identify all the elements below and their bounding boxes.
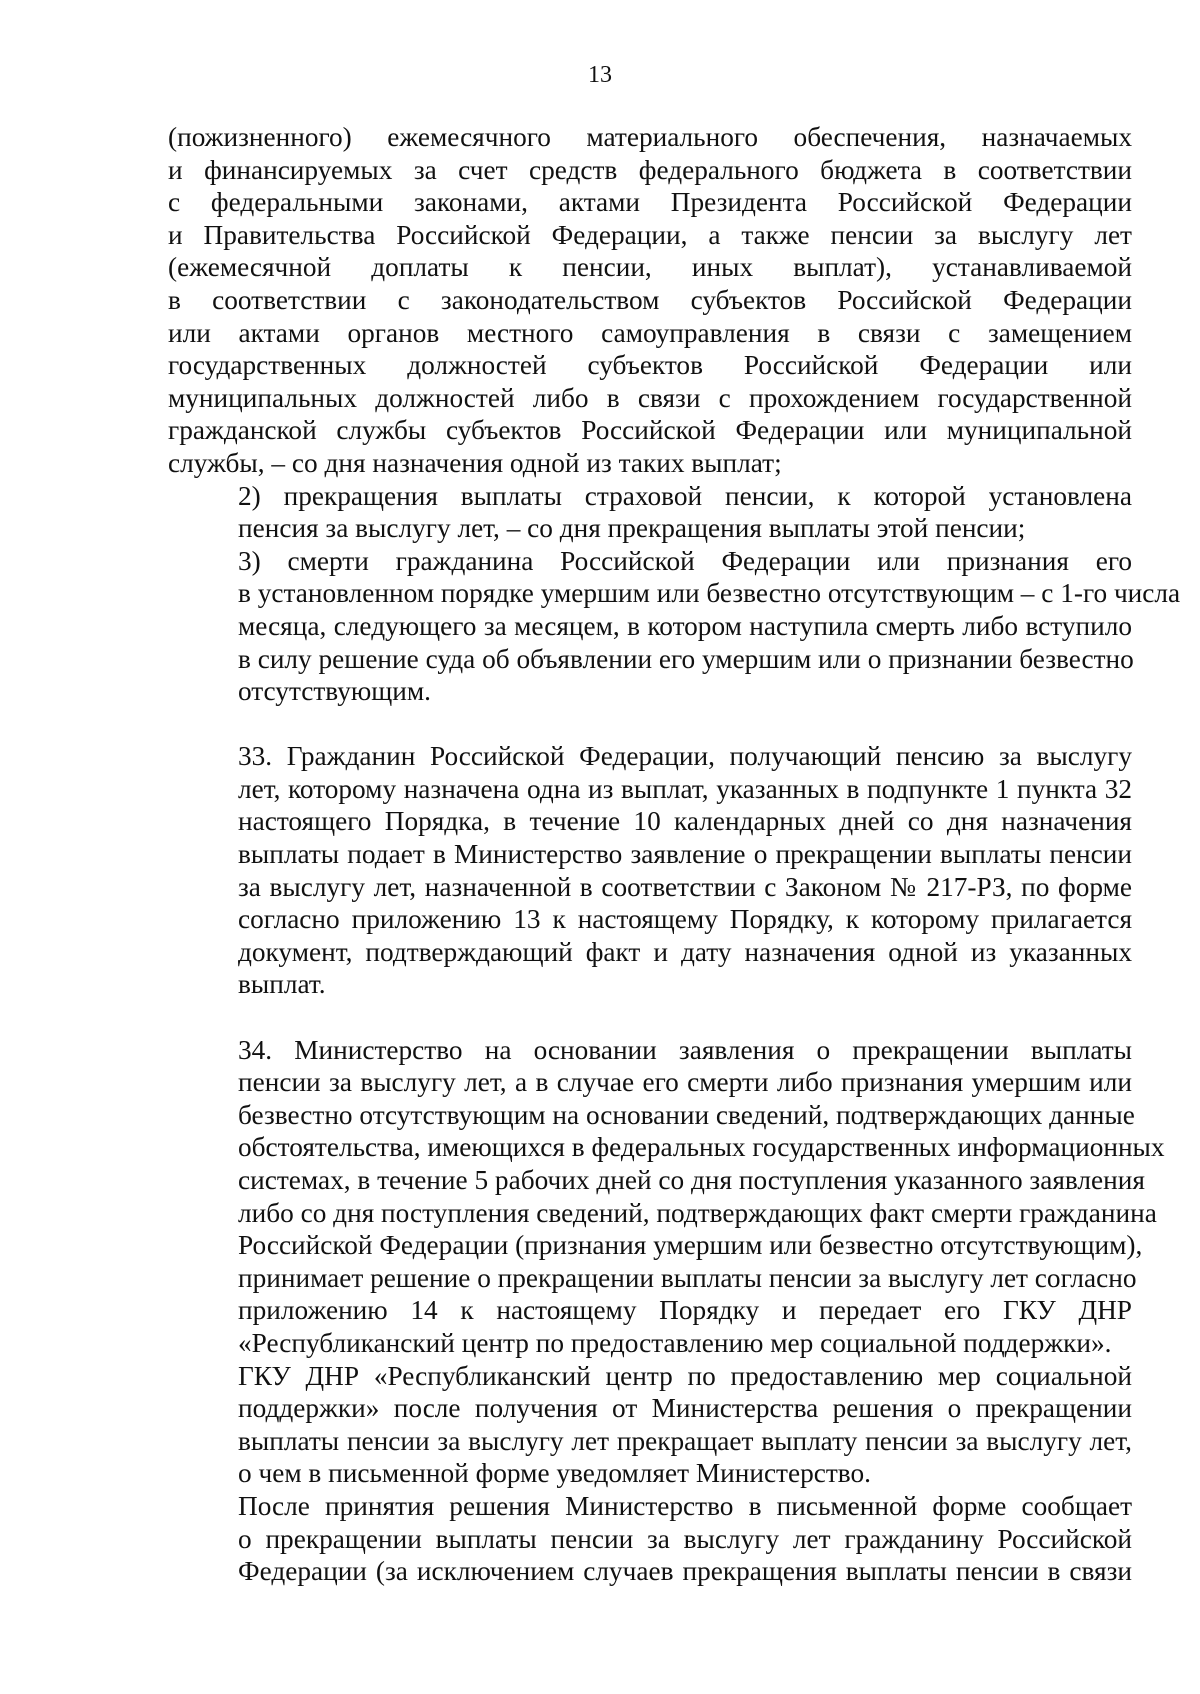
text-line: службы, – со дня назначения одной из таких выплат; <box>168 447 782 478</box>
paragraph <box>168 1360 1132 1490</box>
text-line: Федерации (за исключением случаев прекращения выплаты пенсии в связи <box>238 1556 1132 1587</box>
text-line: муниципальных должностей либо в связи с прохождением государственной <box>168 382 1132 413</box>
text-line: пенсии за выслугу лет, а в случае его смерти либо признания умершим или <box>238 1067 1132 1098</box>
text-line: обстоятельства, имеющихся в федеральных государственных информационных <box>238 1132 1165 1163</box>
text-line: о чем в письменной форме уведомляет Министерство. <box>238 1458 871 1489</box>
text-line: в соответствии с законодательством субъектов Российской Федерации <box>168 284 1132 315</box>
text-line: безвестно отсутствующим на основании сведений, подтверждающих данные <box>238 1099 1135 1130</box>
text-line: согласно приложению 13 к настоящему Порядку, к которому прилагается <box>238 904 1132 935</box>
paragraph <box>168 1490 1132 1588</box>
text-line: принимает решение о прекращении выплаты пенсии за выслугу лет согласно <box>238 1262 1137 1293</box>
text-line: документ, подтверждающий факт и дату назначения одной из указанных <box>238 936 1132 967</box>
text-line: системах, в течение 5 рабочих дней со дня поступления указанного заявления <box>238 1165 1145 1195</box>
text-line: выплат. <box>238 969 326 1000</box>
text-line: за выслугу лет, назначенной в соответствии с Законом № 217-РЗ, по форме <box>238 871 1132 902</box>
paragraph <box>168 480 1132 545</box>
text-line: государственных должностей субъектов Российской Федерации или <box>168 350 1132 381</box>
text-line: с федеральными законами, актами Президента Российской Федерации <box>168 187 1132 218</box>
text-line: Российской Федерации (признания умершим или безвестно отсутствующим), <box>238 1230 1143 1261</box>
text-line: и Правительства Российской Федерации, а также пенсии за выслугу лет <box>168 219 1132 250</box>
text-line: в силу решение суда об объявлении его умершим или о признании безвестно <box>238 643 1134 674</box>
text-line: ГКУ ДНР «Республиканский центр по предоставлению мер социальной <box>238 1360 1132 1391</box>
text-line: приложению 14 к настоящему Порядку и передает его ГКУ ДНР <box>238 1295 1132 1326</box>
paragraph <box>168 1034 1165 1360</box>
text-line: выплаты подает в Министерство заявление о прекращении выплаты пенсии <box>238 839 1132 870</box>
paragraph <box>168 121 1132 480</box>
document-body <box>168 121 1181 1588</box>
text-line: настоящего Порядка, в течение 10 календарных дней со дня назначения <box>238 806 1132 837</box>
text-line: выплаты пенсии за выслугу лет прекращает выплату пенсии за выслугу лет, <box>238 1425 1132 1456</box>
text-line: лет, которому назначена одна из выплат, указанных в подпункте 1 пункта 32 <box>238 773 1132 804</box>
text-line: (ежемесячной доплаты к пенсии, иных выплат), устанавливаемой <box>168 252 1132 283</box>
text-line: в установленном порядке умершим или безвестно отсутствующим – с 1-го числа <box>238 578 1181 609</box>
paragraph <box>168 545 1181 708</box>
text-line: После принятия решения Министерство в письменной форме сообщает <box>238 1490 1132 1521</box>
text-line: о прекращении выплаты пенсии за выслугу лет гражданину Российской <box>238 1523 1132 1554</box>
text-line: либо со дня поступления сведений, подтверждающих факт смерти гражданина <box>238 1197 1157 1228</box>
text-line: (пожизненного) ежемесячного материального обеспечения, назначаемых <box>168 122 1132 152</box>
page-number: 13 <box>588 62 612 88</box>
text-line: пенсия за выслугу лет, – со дня прекращения выплаты этой пенсии; <box>238 513 1026 544</box>
text-line: месяца, следующего за месяцем, в котором наступила смерть либо вступило <box>238 610 1132 641</box>
text-line: 3) смерти гражданина Российской Федерации или признания его <box>238 545 1132 576</box>
text-line: 33. Гражданин Российской Федерации, получающий пенсию за выслугу <box>238 741 1132 772</box>
text-line: или актами органов местного самоуправления в связи с замещением <box>168 317 1132 348</box>
text-line: «Республиканский центр по предоставлению мер социальной поддержки». <box>238 1327 1112 1358</box>
paragraph <box>168 740 1132 1001</box>
text-line: 34. Министерство на основании заявления о прекращении выплаты <box>238 1034 1132 1065</box>
text-line: поддержки» после получения от Министерства решения о прекращении <box>238 1393 1132 1424</box>
text-line: отсутствующим. <box>238 676 431 707</box>
text-line: 2) прекращения выплаты страховой пенсии, к которой установлена <box>238 480 1132 511</box>
text-line: и финансируемых за счет средств федерального бюджета в соответствии <box>168 154 1132 185</box>
text-line: гражданской службы субъектов Российской Федерации или муниципальной <box>168 415 1132 446</box>
